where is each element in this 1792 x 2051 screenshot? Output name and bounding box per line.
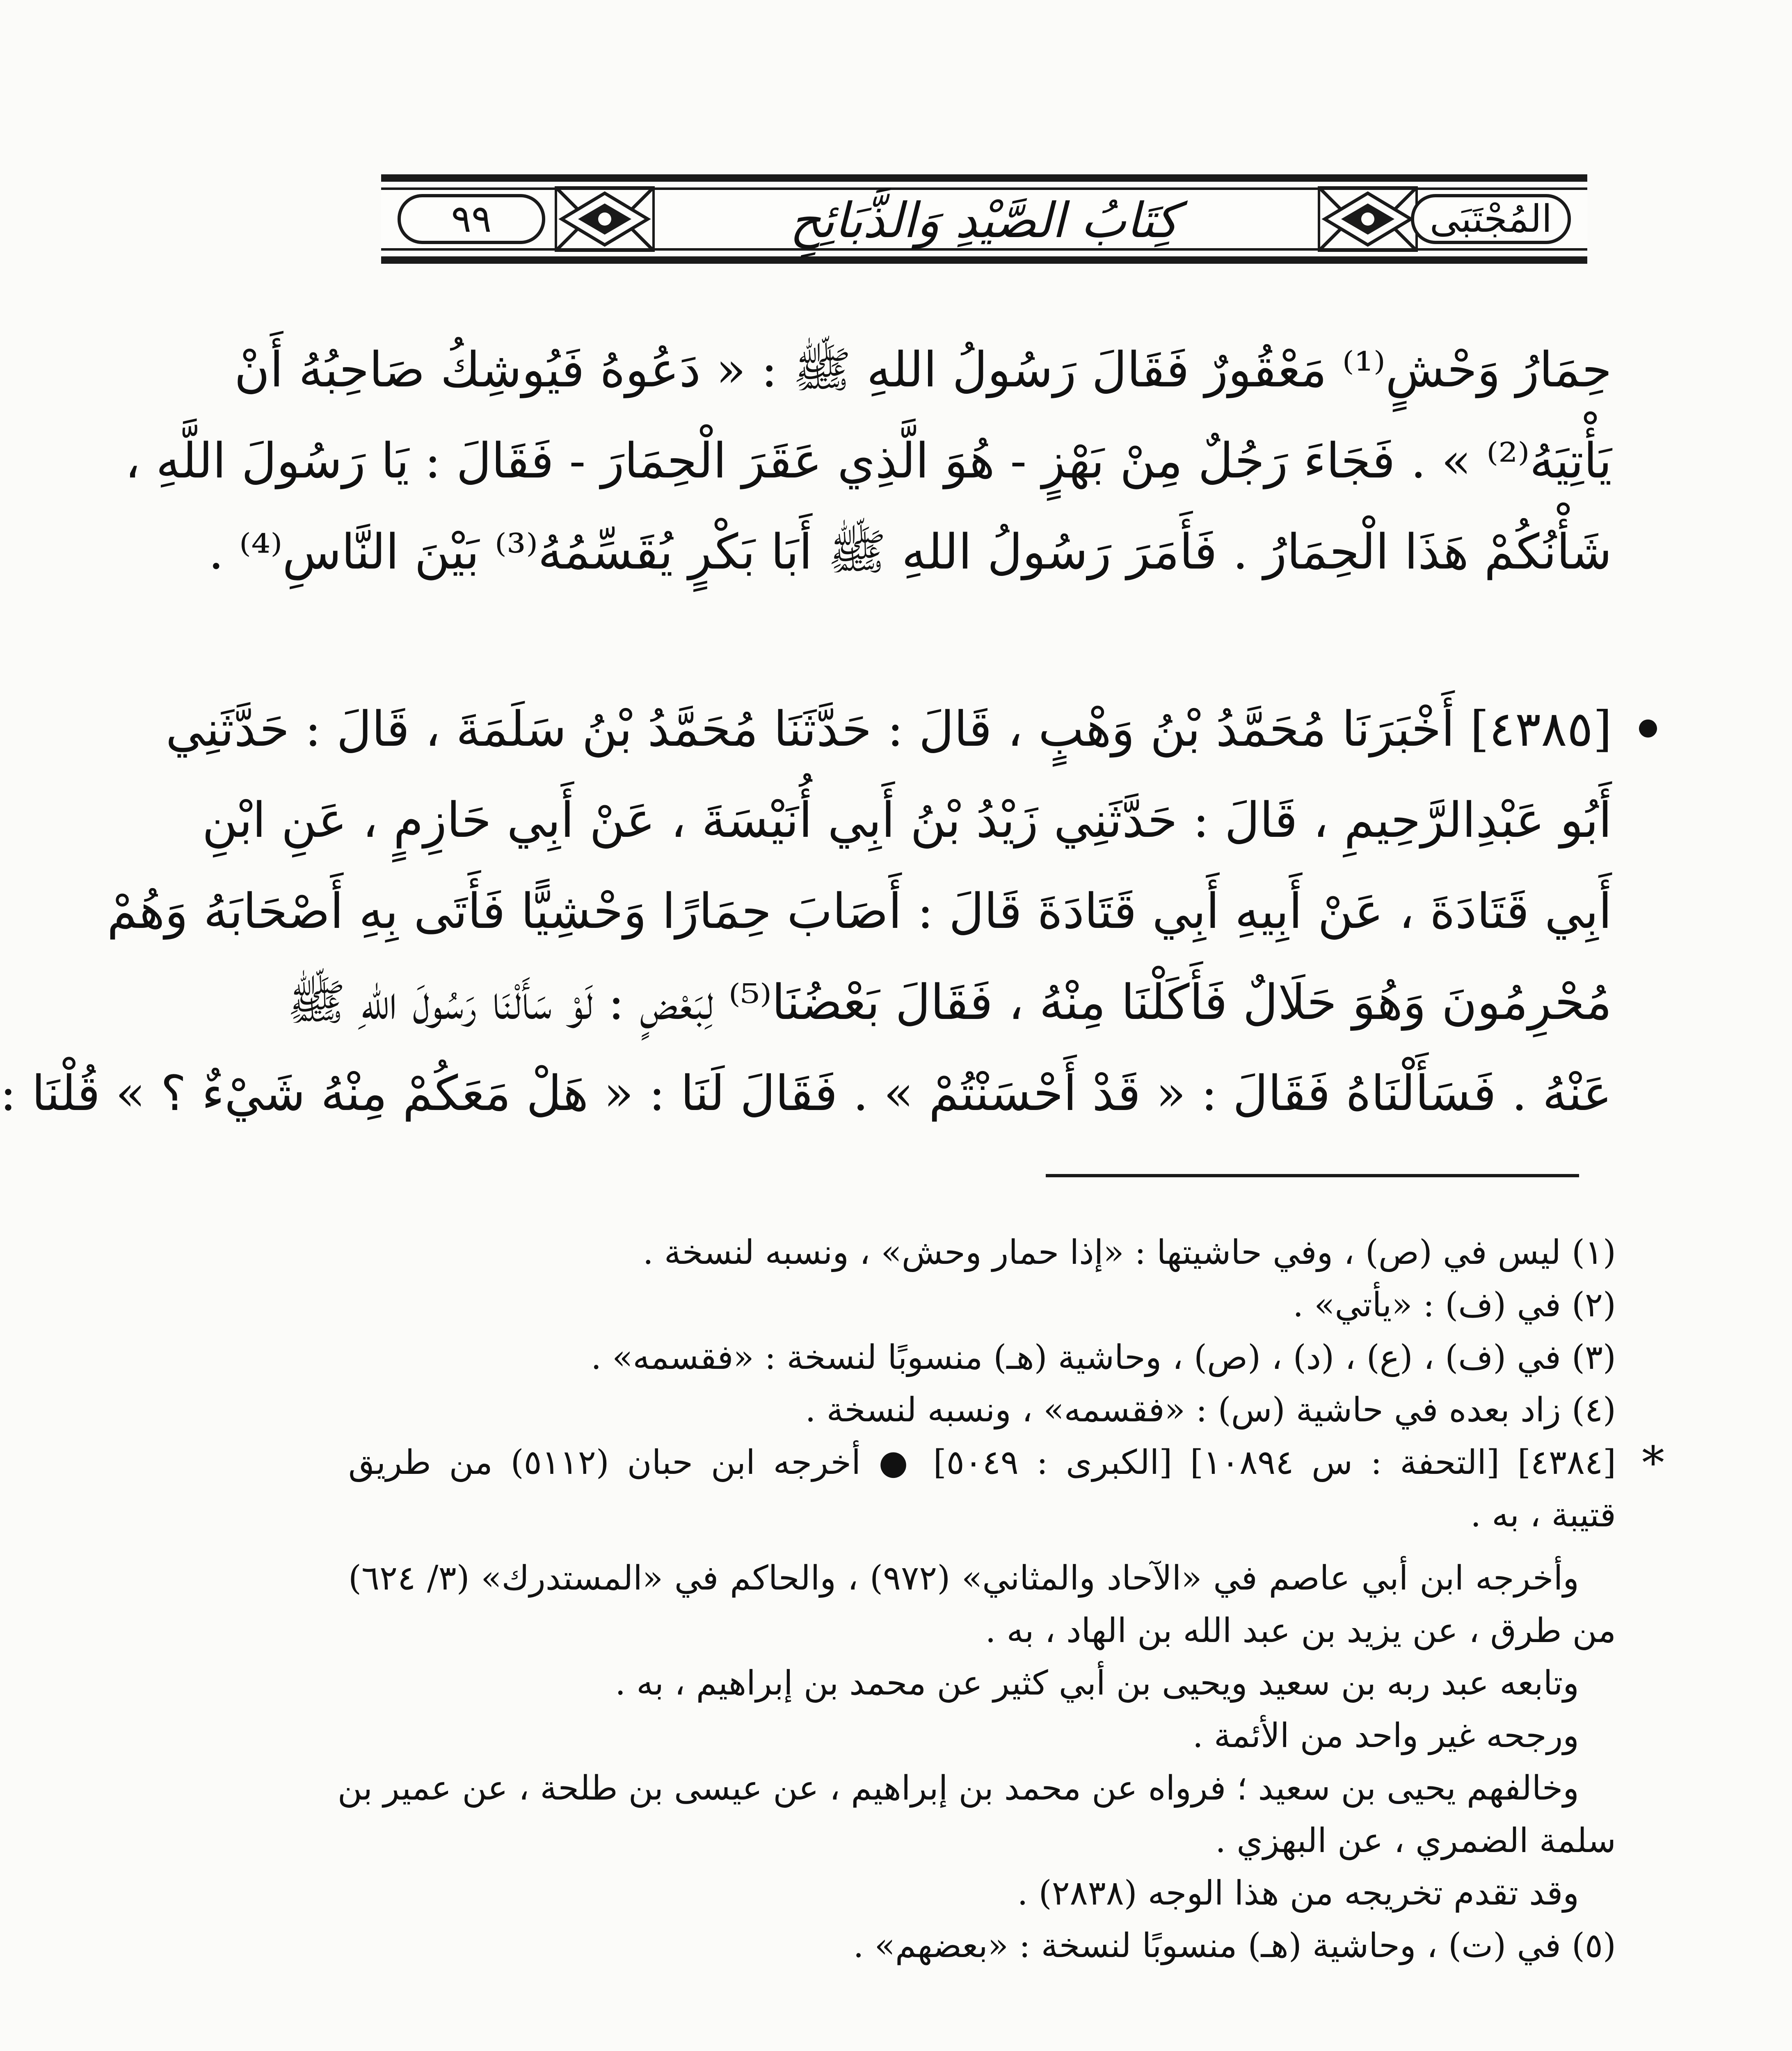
text-line: أَبِي قَتَادَةَ ، عَنْ أَبِيهِ أَبِي قَتَادَةَ قَالَ : أَصَابَ حِمَارًا وَحْشِيًّا فَأَتَى بِهِ أَصْحَابَهُ وَهُمْ (107, 883, 1612, 939)
hadith-4385 (0, 683, 1612, 1139)
takhrij-line: سلمة الضمري ، عن البهزي . (1215, 1821, 1616, 1860)
takhrij-line: قتيبة ، به . (1470, 1496, 1616, 1535)
takhrij-line: وأخرجه ابن أبي عاصم في «الآحاد والمثاني» (٩٧٢) ، والحاكم في «المستدرك» (٣/ ٦٢٤) (348, 1559, 1579, 1598)
text-line: [٤٣٨٥] أَخْبَرَنَا مُحَمَّدُ بْنُ وَهْبٍ ، قَالَ : حَدَّثَنَا مُحَمَّدُ بْنُ سَلَمَةَ ، قَالَ : حَدَّثَنِي (165, 701, 1612, 757)
asterisk-icon: * (1642, 1437, 1664, 1489)
ornament-icon (1317, 185, 1419, 253)
footnote-divider (1046, 1174, 1579, 1177)
takhrij-line: وقد تقدم تخريجه من هذا الوجه (٢٨٣٨) . (1017, 1874, 1579, 1913)
series-title-cartouche (1411, 194, 1571, 244)
footnote-1: (١) ليس في (ص) ، وفي حاشيتها : «إذا حمار وحش» ، ونسبه لنسخة . (642, 1233, 1616, 1272)
takhrij-line: ورجحه غير واحد من الأئمة . (1192, 1716, 1579, 1755)
paragraph-continuation (125, 324, 1612, 597)
text-line: مُحْرِمُونَ وَهُوَ حَلَالٌ فَأَكَلْنَا مِنْهُ ، فَقَالَ بَعْضُنَا⁽⁵⁾ لِبَعْضٍ : لَوْ سَأَلْنَا رَسُولَ اللهِ ﷺ (287, 974, 1612, 1030)
text-line: شَأْنُكُمْ هَذَا الْحِمَارُ . فَأَمَرَ رَسُولُ اللهِ ﷺ أَبَا بَكْرٍ يُقَسِّمُهُ⁽³⁾ بَيْنَ النَّاسِ⁽⁴⁾ . (208, 523, 1612, 580)
bullet-icon (1639, 719, 1657, 738)
text-line: حِمَارُ وَحْشٍ⁽¹⁾ مَعْقُورٌ فَقَالَ رَسُولُ اللهِ ﷺ : « دَعُوهُ فَيُوشِكُ صَاحِبُهُ أَنْ (234, 341, 1612, 398)
footnote-4: (٤) زاد بعده في حاشية (س) : «فقسمه» ، ونسبه لنسخة . (805, 1391, 1616, 1430)
series-title: المُجْتَبَى (1429, 197, 1552, 241)
page-number-cartouche (398, 194, 545, 244)
footnote-5: (٥) في (ت) ، وحاشية (هـ) منسوبًا لنسخة : «بعضهم» . (853, 1926, 1616, 1965)
text-line: عَنْهُ . فَسَأَلْنَاهُ فَقَالَ : « قَدْ أَحْسَنْتُمْ » . فَقَالَ لَنَا : « هَلْ مَعَكُمْ مِنْهُ شَيْءٌ ؟ » قُلْنَا : (0, 1065, 1612, 1121)
ornament-icon (553, 185, 656, 253)
footnote-3: (٣) في (ف) ، (ع) ، (د) ، (ص) ، وحاشية (هـ) منسوبًا لنسخة : «فقسمه» . (591, 1338, 1616, 1377)
takhrij-line: وخالفهم يحيى بن سعيد ؛ فرواه عن محمد بن إبراهيم ، عن عيسى بن طلحة ، عن عمير بن (337, 1769, 1579, 1808)
takhrij-line: [٤٣٨٤] [التحفة : س ١٠٨٩٤] [الكبرى : ٥٠٤٩] ● أخرجه ابن حبان (٥١١٢) من طريق (348, 1443, 1616, 1482)
book-title: كِتَابُ الصَّيْدِ وَالذَّبَائِحِ (790, 192, 1179, 249)
page-header (381, 174, 1587, 264)
takhrij-line: من طرق ، عن يزيد بن عبد الله بن الهاد ، به . (985, 1611, 1616, 1650)
text-line: يَأْتِيَهُ⁽²⁾ » . فَجَاءَ رَجُلٌ مِنْ بَهْزٍ - هُوَ الَّذِي عَقَرَ الْحِمَارَ - فَقَالَ : يَا رَسُولَ اللَّهِ ، (125, 432, 1612, 489)
main-text (0, 324, 1612, 1139)
footnote-2: (٢) في (ف) : «يأتي» . (1293, 1286, 1616, 1325)
footnotes (337, 1226, 1664, 1972)
takhrij-line: وتابعه عبد ربه بن سعيد ويحيى بن أبي كثير عن محمد بن إبراهيم ، به . (615, 1664, 1579, 1703)
text-line: أَبُو عَبْدِالرَّحِيمِ ، قَالَ : حَدَّثَنِي زَيْدُ بْنُ أَبِي أُنَيْسَةَ ، عَنْ أَبِي حَازِمٍ ، عَنِ ابْنِ (202, 792, 1612, 848)
page-number: ٩٩ (451, 197, 492, 241)
takhrij-header (348, 1437, 1664, 1489)
